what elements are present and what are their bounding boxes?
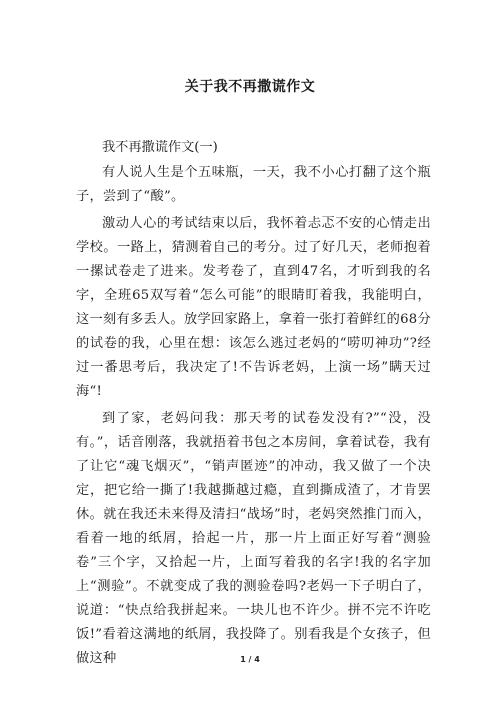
page-number: 1 / 4	[240, 655, 260, 664]
section-heading: 我不再撒谎作文(一)	[102, 140, 218, 155]
paragraph-3: 到了家，老妈问我：那天考的试卷发没有?”“没，没有。”，话音刚落，我就捂着书包之本房间，拿着试卷，我有了让它“魂飞烟灭”，“销声匿迹”的冲动，我又做了一个决定，把它给一撕了!我越撕越过瘾，直到撕成渣了，才肯罢休。就在我还未来得及清扫“战场”时，老妈突然推门而入，看着一地的纸屑，拾起一片，那一片上面正好写着“测验卷”三个字，又拾起一片，上面写着我的名字!我的名字加上“测验”。不就变成了我的测验卷吗?老妈一下子明白了，说道：“快点给我拼起来。一块儿也不许少。拼不完不许吃饭!”看着这满地的纸屑，我投降了。别看我是个女孩子，但做这种	[76, 411, 431, 666]
document-title: 关于我不再撒谎作文	[184, 79, 316, 95]
document-body	[76, 134, 431, 674]
paragraph-2: 激动人心的考试结束以后，我怀着忐忑不安的心情走出学校。一路上，猜测着自己的考分。过了好几天，老师抱着一摞试卷走了进来。发考卷了，直到47名，才听到我的名字，全班65双写着“怎么可能”的眼睛盯着我，我能明白，这一刻有多丢人。放学回家路上，拿着一张打着鲜红的68分的试卷的我，心里在想：该怎么逃过老妈的“唠叨神功”?经过一番思考后，我决定了!不告诉老妈，上演一场”瞒天过海“!	[76, 216, 431, 399]
paragraph-1: 有人说人生是个五味瓶，一天，我不小心打翻了这个瓶子，尝到了“酸”。	[76, 165, 431, 204]
